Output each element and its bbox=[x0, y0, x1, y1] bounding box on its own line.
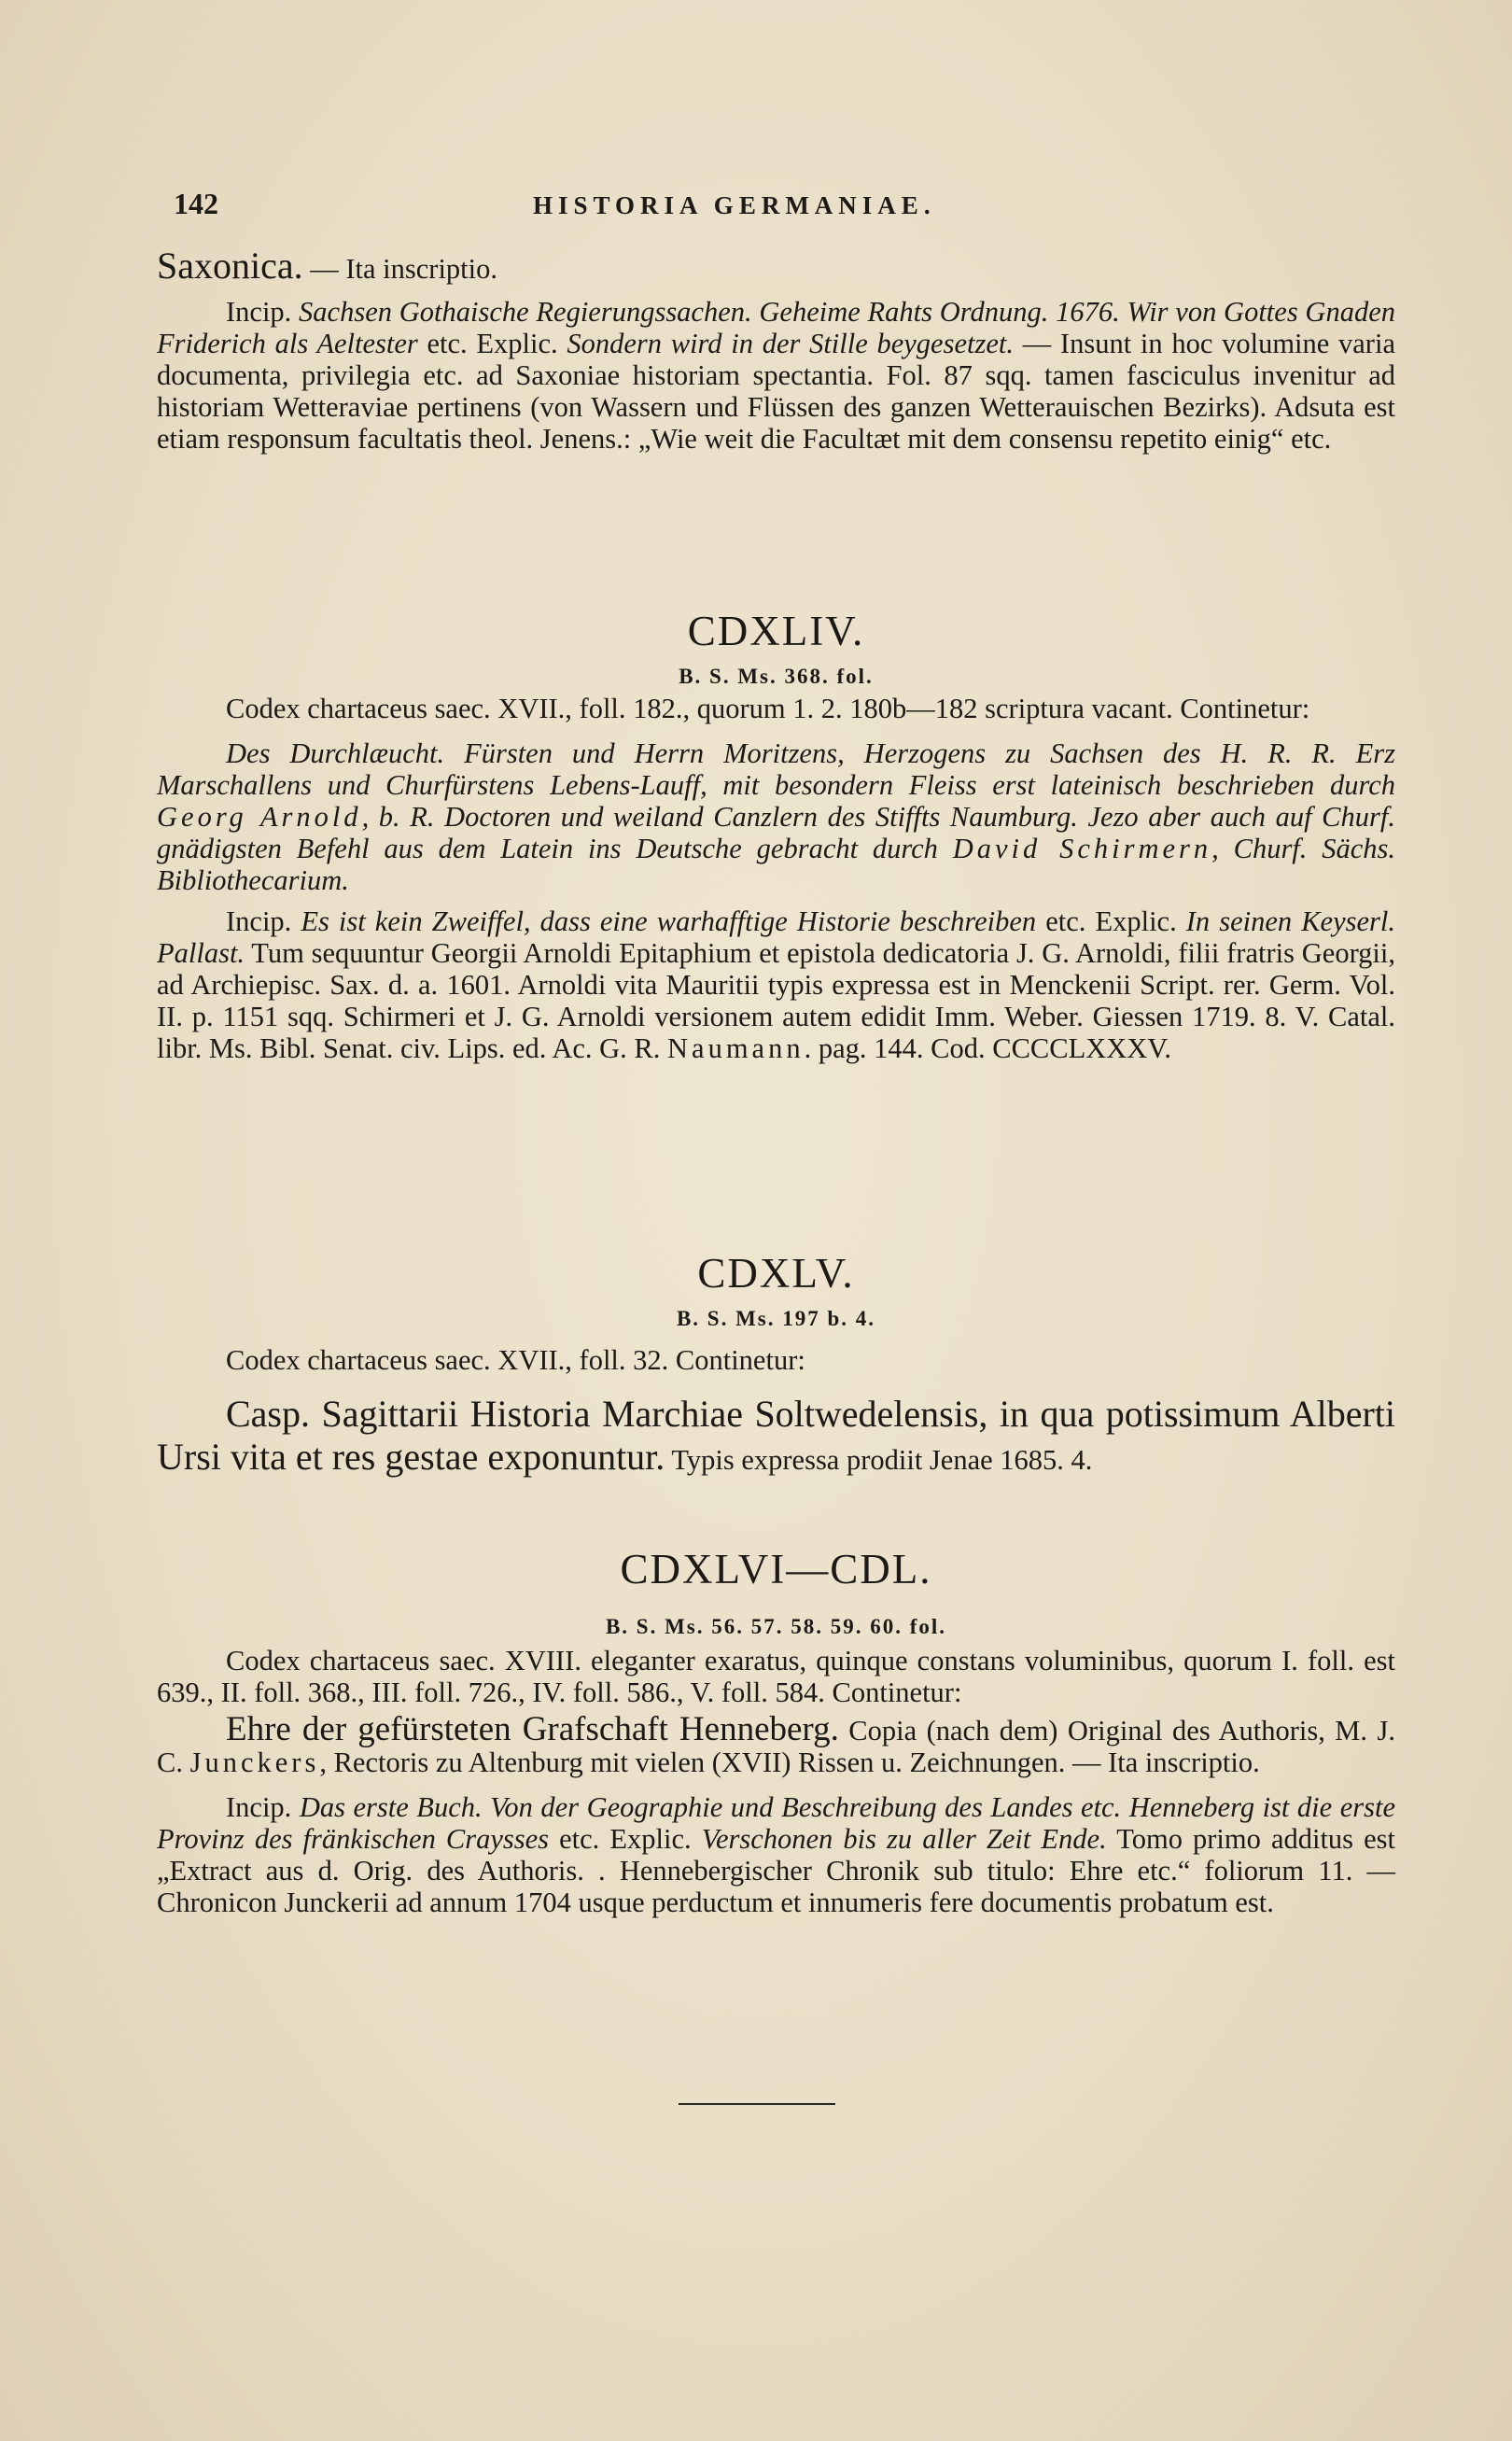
shelfmark: B. S. Ms. 368. fol. bbox=[679, 665, 874, 688]
explic-text: In seinen Keyserl. Pallast. bbox=[157, 905, 1395, 969]
body-text: . pag. 144. Cod. CCCCLXXXV. bbox=[804, 1032, 1172, 1064]
explic-label: etc. Explic. bbox=[1036, 905, 1186, 937]
work-title: Casp. Sagittarii Historia Marchiae Soltwedelensis, in qua potissimum Alberti Ursi vita et res gestae exponuntur. bbox=[157, 1393, 1395, 1478]
work-title-text: , Churf. Sächs. Bibliothecarium. bbox=[157, 833, 1396, 896]
explic-text: Verschonen bis zu aller Zeit Ende. bbox=[701, 1823, 1107, 1855]
closing-rule bbox=[679, 2103, 835, 2105]
entry-body bbox=[157, 1791, 1395, 1918]
codex-heading: CDXLVI—CDL. bbox=[620, 1546, 932, 1592]
translator-name: David Schirmern bbox=[952, 833, 1212, 864]
author-name: Junckers bbox=[189, 1747, 320, 1778]
codex-description: Codex chartaceus saec. XVII., foll. 32. Continetur: bbox=[226, 1344, 805, 1376]
work-title-block bbox=[157, 1710, 1395, 1778]
shelfmark: B. S. Ms. 56. 57. 58. 59. 60. fol. bbox=[605, 1615, 947, 1638]
work-title bbox=[157, 737, 1395, 896]
entry-title: Saxonica. bbox=[157, 245, 303, 287]
entry-saxonica bbox=[157, 245, 1395, 455]
incip-label: Incip. bbox=[226, 1791, 300, 1823]
codex-description: Codex chartaceus saec. XVII., foll. 182., quorum 1. 2. 180b—182 scriptura vacant. Continetur: bbox=[226, 693, 1310, 724]
incip-label: Incip. bbox=[226, 905, 301, 937]
page-number: 142 bbox=[174, 187, 218, 220]
running-title: HISTORIA GERMANIAE. bbox=[533, 191, 936, 219]
body-text: Typis expressa prodiit Jenae 1685. 4. bbox=[665, 1444, 1093, 1476]
shelfmark: B. S. Ms. 197 b. 4. bbox=[676, 1307, 876, 1330]
explic-label: etc. Explic. bbox=[549, 1823, 702, 1855]
entry-body bbox=[157, 296, 1395, 455]
body-text: , Rectoris zu Altenburg mit vielen (XVII) Rissen u. Zeichnungen. — Ita inscriptio. bbox=[319, 1747, 1260, 1778]
entry-body bbox=[157, 905, 1395, 1064]
codex-heading: CDXLV. bbox=[697, 1250, 855, 1297]
body-text: Copia (nach dem) Original des Authoris, M. J. C. bbox=[157, 1715, 1395, 1778]
incip-text: Es ist kein Zweiffel, dass eine warhafftige Historie beschreiben bbox=[301, 905, 1037, 937]
explic-text: Sondern wird in der Stille beygesetzet. bbox=[567, 328, 1014, 359]
incip-text: Das erste Buch. Von der Geographie und Beschreibung des Landes etc. Henneberg ist die erste Provinz des fränkischen Craysses bbox=[157, 1791, 1396, 1855]
codex-heading: CDXLIV. bbox=[687, 608, 865, 654]
entry-cdxlvi-cdl bbox=[157, 1645, 1395, 1918]
incip-label: Incip. bbox=[226, 296, 300, 328]
codex-description: Codex chartaceus saec. XVIII. eleganter exaratus, quinque constans voluminibus, quorum I. foll. est 639., II. foll. 368., III. foll. 726., IV. foll. 586., V. foll. 584. Continetur: bbox=[157, 1645, 1395, 1708]
work-title-text: , b. R. Doctoren und weiland Canzlern des Stiffts Naumburg. Jezo aber auch auf Churf. gnädigsten Befehl aus dem Latein ins Deutsche gebracht durch bbox=[157, 801, 1395, 864]
work-title-text: Des Durchlæucht. Fürsten und Herrn Moritzens, Herzogens zu Sachsen des H. R. R. Erz Marschallens und Churfürstens Lebens-Lauff, mit besondern Fleiss erst lateinisch beschrieben durch bbox=[157, 737, 1395, 801]
work-title: Ehre der gefürsteten Grafschaft Henneberg. bbox=[226, 1710, 839, 1748]
entry-cdxliv bbox=[157, 693, 1395, 1064]
body-text: — Insunt in hoc volumine varia documenta, privilegia etc. ad Saxoniae historiam spectantia. Fol. 87 sqq. tamen fasciculus invenitur ad historiam Wetteraviae pertinens (von Wassern und Flüssen des ganzen Wetterauischen Bezirks). Adsuta est etiam responsum facultatis theol. Jenens.: „Wie weit die Facultæt mit dem consensu repetito einig“ etc. bbox=[157, 328, 1395, 455]
entry-title-rest: — Ita inscriptio. bbox=[302, 253, 498, 285]
incip-text: Sachsen Gothaische Regierungssachen. Geheime Rahts Ordnung. 1676. Wir von Gottes Gnaden Friderich als Aeltester bbox=[157, 296, 1395, 359]
body-text: Tomo primo additus est „Extract aus d. Orig. des Authoris. . Hennebergischer Chronik sub titulo: Ehre etc.“ foliorum 11. — Chronicon Junckerii ad annum 1704 usque perductum et innumeris fere documentis probatum est. bbox=[157, 1823, 1395, 1918]
editor-name: Naumann bbox=[667, 1032, 805, 1064]
author-name: Georg Arnold bbox=[157, 801, 362, 833]
entry-body bbox=[157, 1393, 1395, 1479]
body-text: Tum sequuntur Georgii Arnoldi Epitaphium et epistola dedicatoria J. G. Arnoldi, filii fratris Georgii, ad Archiepisc. Sax. d. a. 1601. Arnoldi vita Mauritii typis expressa est in Menckenii Script. rer. Germ. Vol. II. p. 1151 sqq. Schirmeri et J. G. Arnoldi versionem autem edidit Imm. Weber. Giessen 1719. 8. V. Catal. libr. Ms. Bibl. Senat. civ. Lips. ed. Ac. G. R. bbox=[157, 937, 1395, 1064]
entry-cdxlv bbox=[157, 1344, 1395, 1479]
explic-label: etc. Explic. bbox=[417, 328, 567, 359]
